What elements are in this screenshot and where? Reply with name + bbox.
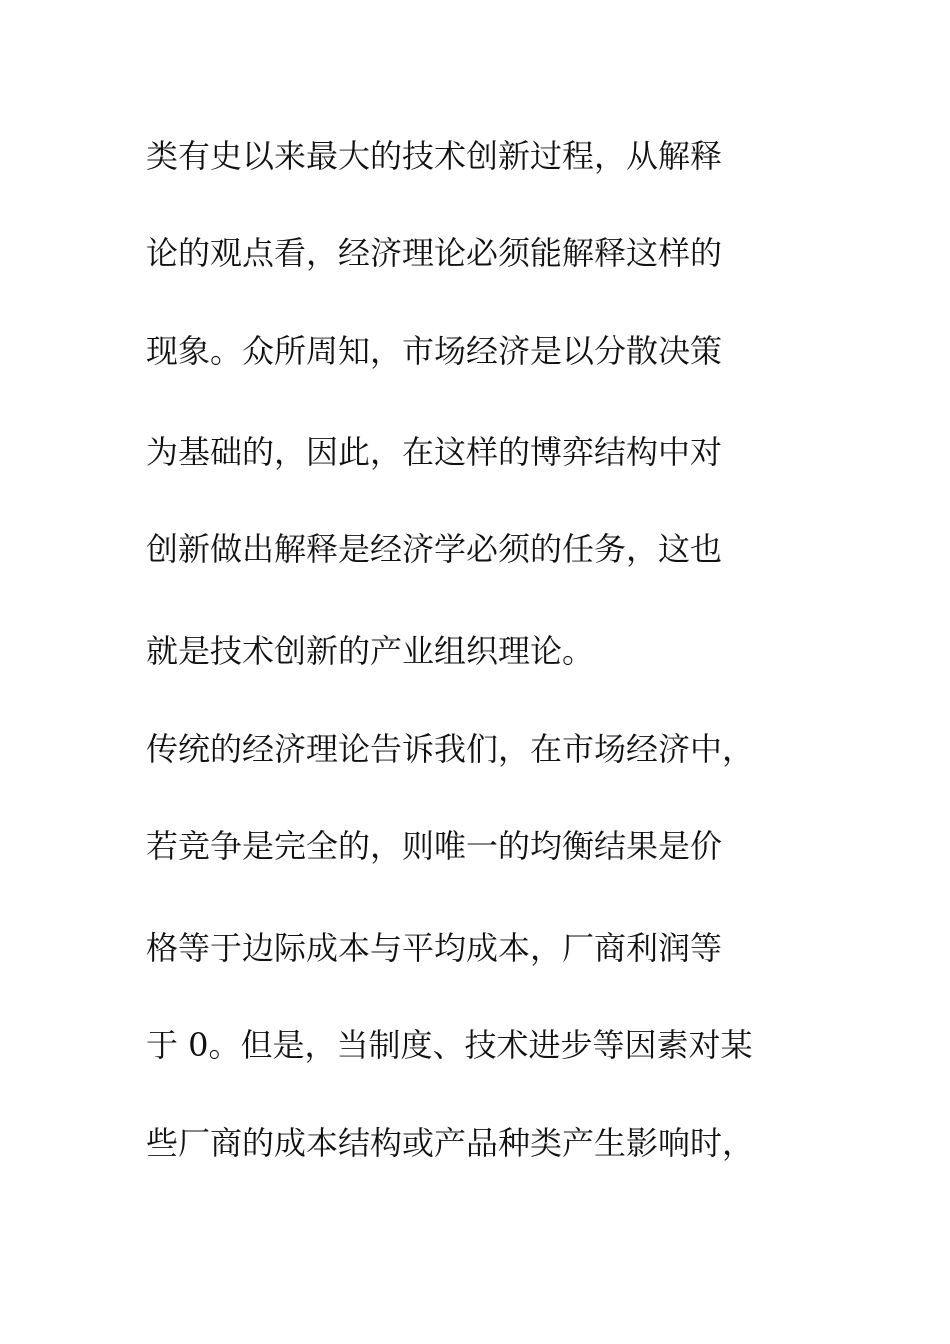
- text-line: 创新做出解释是经济学必须的任务，这也: [146, 530, 723, 568]
- text-line: 格等于边际成本与平均成本，厂商利润等: [146, 929, 723, 967]
- text-line: 就是技术创新的产业组织理论。: [146, 632, 595, 670]
- text-line: 若竞争是完全的，则唯一的均衡结果是价: [146, 827, 723, 865]
- text-line: 论的观点看，经济理论必须能解释这样的: [146, 234, 723, 272]
- text-line: 于 0。但是，当制度、技术进步等因素对某: [146, 1026, 753, 1064]
- text-line: 现象。众所周知，市场经济是以分散决策: [146, 332, 723, 370]
- text-line: 传统的经济理论告诉我们，在市场经济中，: [146, 730, 755, 768]
- text-line: 为基础的，因此，在这样的博弈结构中对: [146, 433, 723, 471]
- text-line: 些厂商的成本结构或产品种类产生影响时，: [146, 1124, 755, 1162]
- text-line: 类有史以来最大的技术创新过程，从解释: [146, 137, 723, 175]
